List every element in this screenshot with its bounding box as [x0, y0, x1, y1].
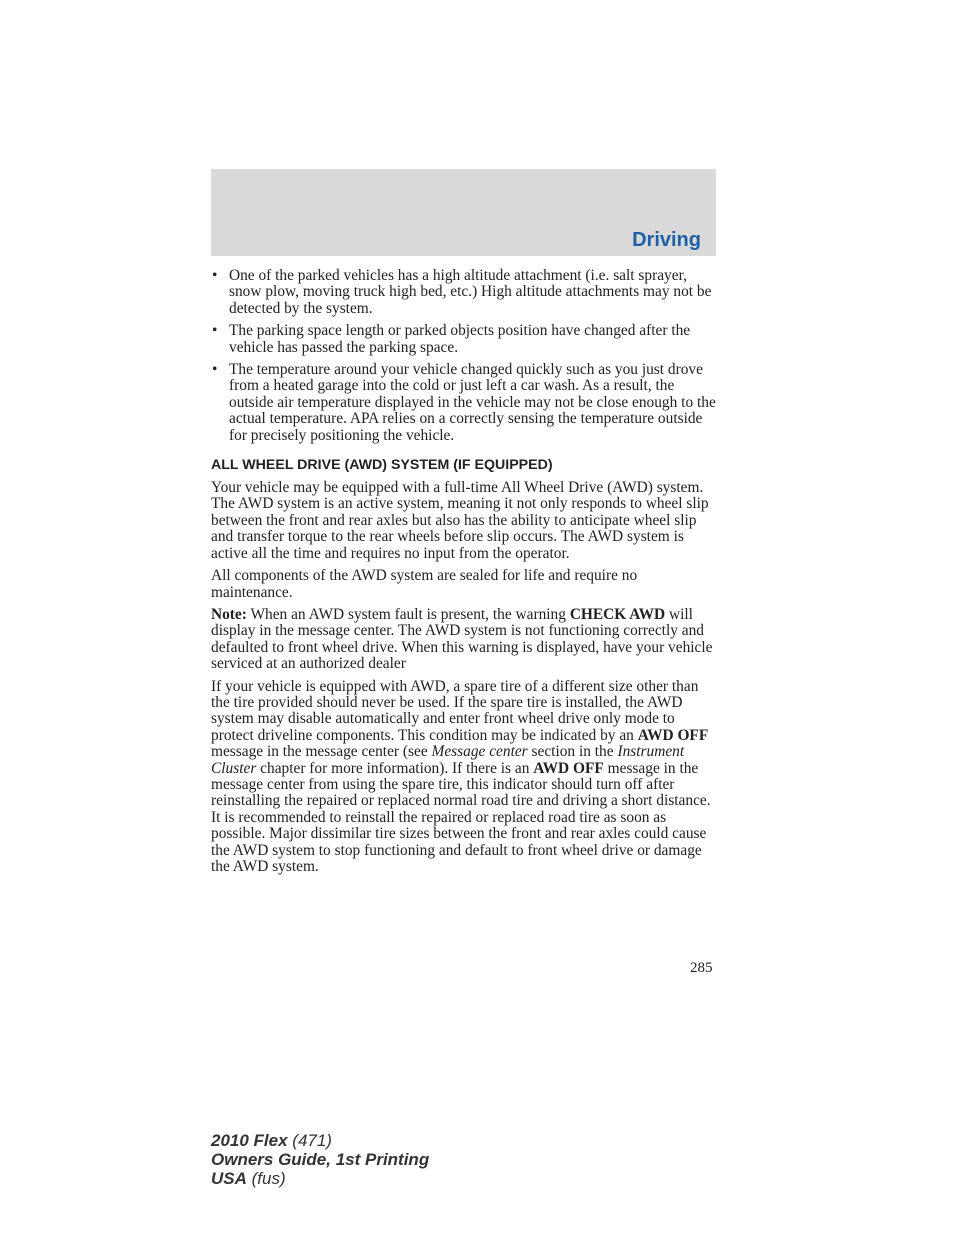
awd-off-message: AWD OFF — [637, 726, 709, 744]
note-label: Note: — [211, 605, 247, 623]
footer-market-code: (fus) — [246, 1169, 286, 1188]
note-text: When an AWD system fault is present, the warning — [246, 605, 570, 623]
main-content — [211, 268, 717, 881]
page-number: 285 — [690, 960, 713, 976]
list-item-text: The parking space length or parked objects position have changed after the vehicle has passed the parking space. — [229, 322, 691, 356]
bullet-icon: • — [212, 361, 218, 379]
list-item-text: One of the parked vehicles has a high altitude attachment (i.e. salt sprayer, snow plow, moving truck high bed, etc.) High altitude attachments may not be detected by the system. — [229, 267, 712, 317]
message-center-reference: Message center — [431, 743, 528, 761]
spare-tire-paragraph — [211, 679, 717, 876]
check-awd-warning: CHECK AWD — [569, 605, 666, 623]
list-item — [211, 362, 717, 444]
paragraph-text: message in the message center (see — [211, 743, 432, 761]
bullet-icon: • — [212, 267, 218, 284]
awd-note-paragraph — [211, 607, 717, 673]
awd-maintenance-paragraph: All components of the AWD system are sealed for life and require no maintenance. — [211, 567, 638, 601]
footer — [211, 1131, 429, 1188]
list-item-text: The temperature around your vehicle changed quickly such as you just drove from a heated garage into the cold or just left a car wash. As a result, the outside air temperature displayed in the vehicle may not be close enough to the actual temperature. APA relies on a correctly sensing the temperature outside for precisely positioning the vehicle. — [229, 361, 716, 444]
section-header-band — [211, 169, 716, 256]
paragraph-text: section in the — [527, 743, 618, 761]
paragraph-text: message in the message center from using the spare tire, this indicator should turn off after reinstalling the repaired or replaced normal road tire and driving a short distance. It is recommended to reinstall the repaired or replaced road tire as soon as possible. Major dissimilar tire sizes between the front and rear axles could cause the AWD system to stop functioning and default to front wheel drive or damage the AWD system. — [211, 759, 711, 875]
footer-line-guide: Owners Guide, 1st Printing — [211, 1150, 430, 1169]
bullet-icon: • — [212, 322, 218, 340]
awd-off-message: AWD OFF — [533, 759, 604, 777]
paragraph-text: If your vehicle is equipped with AWD, a spare tire of a different size other than the tire provided should never be used. If the spare tire is installed, the AWD system may disable automatically and enter front wheel drive only mode to protect driveline components. This condition may be indicated by an — [211, 677, 699, 744]
bullet-list — [211, 268, 717, 444]
instrument-cluster-reference: Instrument Cluster — [211, 743, 685, 777]
footer-line-market — [211, 1169, 429, 1188]
footer-market: USA — [211, 1169, 247, 1188]
section-heading: ALL WHEEL DRIVE (AWD) SYSTEM (IF EQUIPPED) — [211, 457, 553, 474]
list-item — [211, 268, 717, 317]
footer-line-model — [211, 1131, 429, 1150]
footer-model: 2010 Flex — [211, 1131, 288, 1150]
awd-description-paragraph: Your vehicle may be equipped with a full-time All Wheel Drive (AWD) system. The AWD system is an active system, meaning it not only responds to wheel slip between the front and rear axles but also has the ability to anticipate wheel slip and transfer torque to the rear wheels before slip occurs. The AWD system is active all the time and requires no input from the operator. — [211, 479, 709, 562]
footer-model-code: (471) — [287, 1131, 332, 1150]
list-item — [211, 323, 717, 356]
note-text: will display in the message center. The AWD system is not functioning correctly and defaulted to front wheel drive. When this warning is displayed, have your vehicle serviced at an authorized dealer — [211, 605, 713, 673]
paragraph-text: chapter for more information). If there is an — [256, 759, 534, 777]
section-title: Driving — [632, 229, 701, 251]
